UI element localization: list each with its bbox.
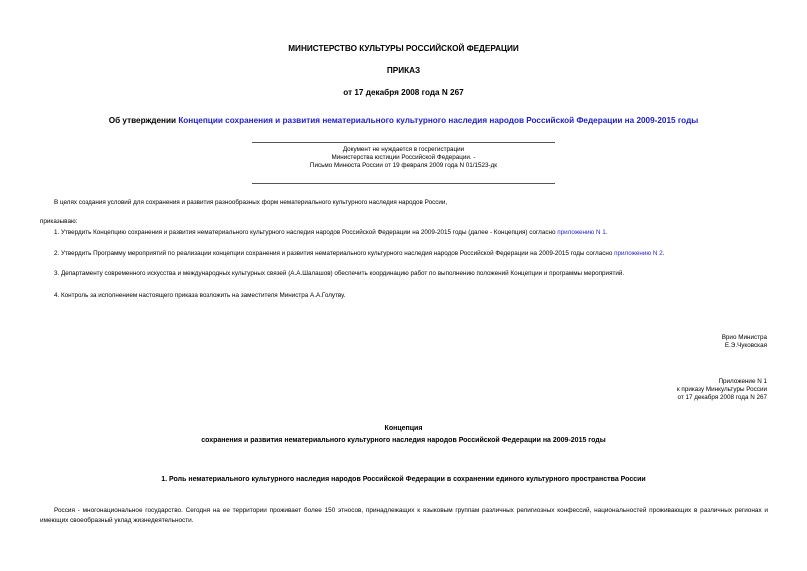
signature-name: Е.Э.Чуковская bbox=[724, 341, 767, 349]
order-item-4: 4. Контроль за исполнением настоящего приказа возложить на заместителя Министра А.А.Голутву. bbox=[54, 292, 346, 299]
signature-block bbox=[722, 334, 767, 350]
order-item-1: 1. Утвердить Концепцию сохранения и развития нематериального культурного наследия народов Российской Федерации на 2009-2015 годы (далее - Концепция) согласно приложению N 1. bbox=[54, 229, 608, 236]
doc-date-number: от 17 декабря 2008 года N 267 bbox=[343, 88, 464, 97]
registration-note bbox=[0, 146, 807, 170]
appendix-note bbox=[677, 378, 767, 402]
registration-line-2: Министерства юстиции Российской Федерации. - bbox=[331, 153, 476, 161]
registration-line-1: Документ не нуждается в госрегистрации bbox=[342, 146, 465, 153]
ministry-header: МИНИСТЕРСТВО КУЛЬТУРЫ РОССИЙСКОЙ ФЕДЕРАЦИИ bbox=[288, 44, 519, 53]
section-1-paragraph: Россия - многонациональное государство. Сегодня на ее территории проживает более 150 этносов, принадлежащих к языковым группам различных религиозных конфессий, национальностей проживающих в различных регионах и имеющих своеобразный уклад жизнедеятельности. bbox=[40, 507, 768, 524]
divider-top bbox=[252, 142, 555, 143]
appendix-1-link[interactable]: приложению N 1 bbox=[557, 229, 606, 236]
order-word: приказываю: bbox=[40, 218, 78, 225]
appendix-2-link[interactable]: приложению N 2 bbox=[614, 250, 663, 257]
doc-type: ПРИКАЗ bbox=[386, 66, 421, 75]
order-item-3: 3. Департаменту современного искусства и международных культурных связей (А.А.Шалашов) обеспечить координацию работ по выполнению положений Концепции и программы мероприятий. bbox=[54, 270, 625, 277]
section-1-title: 1. Роль нематериального культурного наследия народов Российской Федерации в сохранении единого культурного пространства России bbox=[161, 476, 646, 483]
registration-line-3: Письмо Минюста России от 19 февраля 2009 года N 01/1523-дк bbox=[309, 161, 498, 169]
concept-link[interactable]: Концепции сохранения и развития нематериального культурного наследия народов Российской Федерации на 2009-2015 годы bbox=[178, 116, 699, 125]
intro-paragraph: В целях создания условий для сохранения и развития разнообразных форм нематериального культурного наследия народов России, bbox=[54, 199, 448, 206]
divider-bottom bbox=[252, 183, 555, 184]
concept-subtitle: сохранения и развития нематериального культурного наследия народов Российской Федерации на 2009-2015 годы bbox=[201, 437, 606, 444]
appendix-line-1: Приложение N 1 bbox=[718, 378, 767, 385]
document-title bbox=[0, 116, 807, 125]
order-item-2: 2. Утвердить Программу мероприятий по реализации концепции сохранения и развития нематериального культурного наследия народов Российской Федерации на 2009-2015 годы согласно приложению N 2. bbox=[54, 250, 665, 257]
title-prefix: Об утверждении bbox=[108, 116, 179, 125]
appendix-line-2: к приказу Минкультуры России bbox=[676, 385, 767, 393]
signature-position: Врио Министра bbox=[721, 334, 767, 341]
concept-title: Концепция bbox=[384, 425, 423, 432]
appendix-line-3: от 17 декабря 2008 года N 267 bbox=[677, 393, 767, 401]
